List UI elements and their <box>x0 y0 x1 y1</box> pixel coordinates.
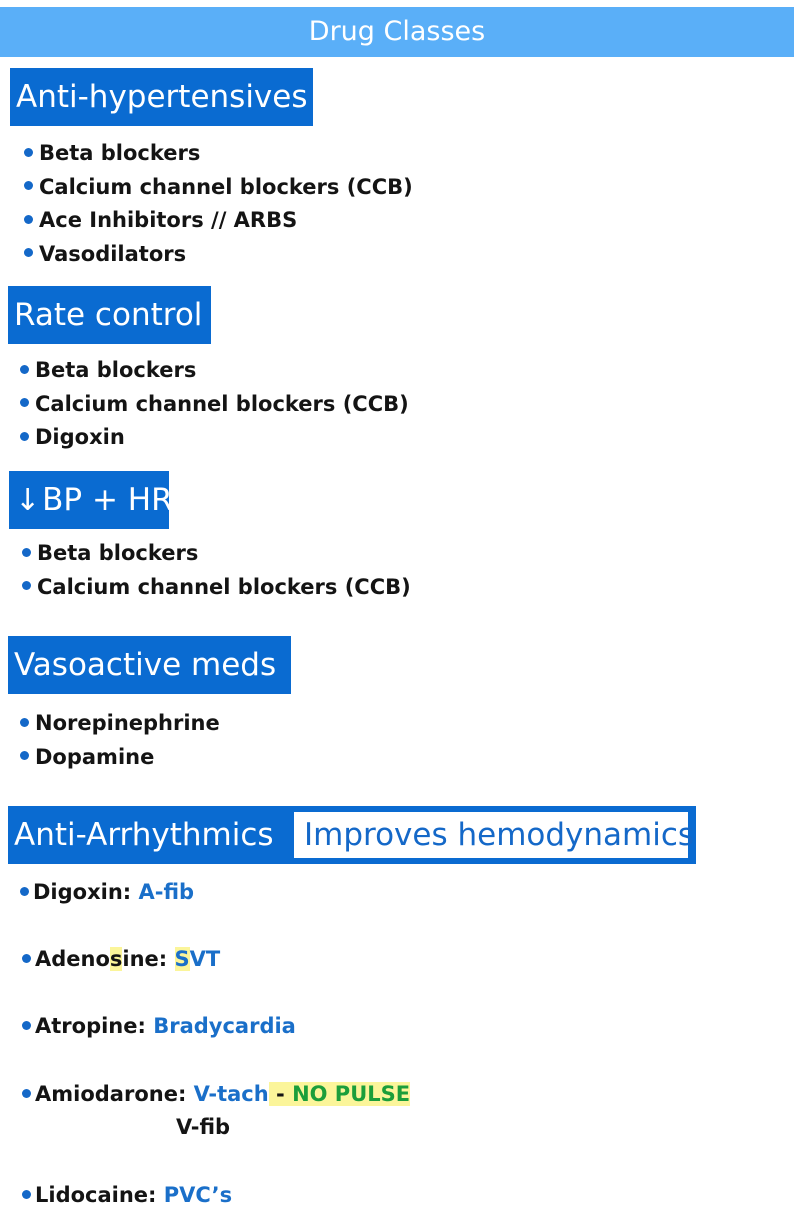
highlight-mark: S <box>174 947 190 971</box>
antihypertensives-list <box>24 137 413 271</box>
heading-text: Anti-hypertensives <box>16 79 308 115</box>
down-arrow-icon: ↓ <box>15 483 41 518</box>
drug-lidocaine: Lidocaine: PVC’s <box>22 1180 232 1210</box>
list-item: Digoxin <box>20 421 409 455</box>
drug-amiodarone: Amiodarone: V-tach - NO PULSE <box>22 1079 410 1109</box>
page-title: Drug Classes <box>0 7 794 57</box>
bullet-icon <box>22 1089 31 1098</box>
indication: V-tach <box>193 1082 269 1106</box>
bullet-icon <box>20 432 29 441</box>
drug-digoxin: Digoxin: A-fib <box>20 877 194 907</box>
heading-text: Anti-Arrhythmics <box>14 817 274 853</box>
section-heading-vasoactive <box>8 636 291 694</box>
no-pulse-label: NO PULSE <box>292 1082 411 1106</box>
bullet-icon <box>24 248 33 257</box>
section-heading-bp-hr <box>9 471 173 529</box>
list-item: Calcium channel blockers (CCB) <box>22 571 411 605</box>
bullet-icon <box>24 215 33 224</box>
indication-secondary: V-fib <box>176 1115 231 1139</box>
bullet-icon <box>22 1021 31 1030</box>
list-item: Beta blockers <box>24 137 413 171</box>
highlight-mark: s <box>109 947 123 971</box>
bullet-icon <box>20 398 29 407</box>
drug-atropine: Atropine: Bradycardia <box>22 1011 296 1041</box>
bullet-icon <box>20 718 29 727</box>
hemodynamics-note: Improves hemodynamics <box>294 812 688 858</box>
bullet-icon <box>20 887 29 896</box>
heading-text: BP + HR <box>42 482 173 518</box>
heading-text: Rate control <box>14 297 203 333</box>
indication: PVC’s <box>163 1183 233 1207</box>
rate-control-list <box>20 354 409 455</box>
list-item: Beta blockers <box>22 537 411 571</box>
bullet-icon <box>24 148 33 157</box>
drug-adenosine: Adenosine: SVT <box>22 944 220 974</box>
bp-hr-list <box>22 537 411 604</box>
separator: - <box>268 1082 293 1106</box>
list-item: Vasodilators <box>24 238 413 272</box>
section-heading-antiarrhythmics <box>8 806 696 864</box>
list-item: Beta blockers <box>20 354 409 388</box>
bullet-icon <box>20 751 29 760</box>
list-item: Calcium channel blockers (CCB) <box>20 388 409 422</box>
indication: Bradycardia <box>153 1014 296 1038</box>
bullet-icon <box>22 954 31 963</box>
section-heading-antihypertensives <box>10 68 313 126</box>
list-item: Norepinephrine <box>20 707 220 741</box>
list-item: Calcium channel blockers (CCB) <box>24 171 413 205</box>
indication: SVT <box>174 947 221 971</box>
vasoactive-list <box>20 707 220 774</box>
indication: A-fib <box>138 880 195 904</box>
bullet-icon <box>22 548 31 557</box>
bullet-icon <box>20 365 29 374</box>
bullet-icon <box>22 581 31 590</box>
list-item: Ace Inhibitors // ARBS <box>24 204 413 238</box>
bullet-icon <box>22 1190 31 1199</box>
section-heading-rate-control <box>8 286 211 344</box>
heading-text: Vasoactive meds <box>14 647 277 683</box>
list-item: Dopamine <box>20 741 220 775</box>
bullet-icon <box>24 181 33 190</box>
